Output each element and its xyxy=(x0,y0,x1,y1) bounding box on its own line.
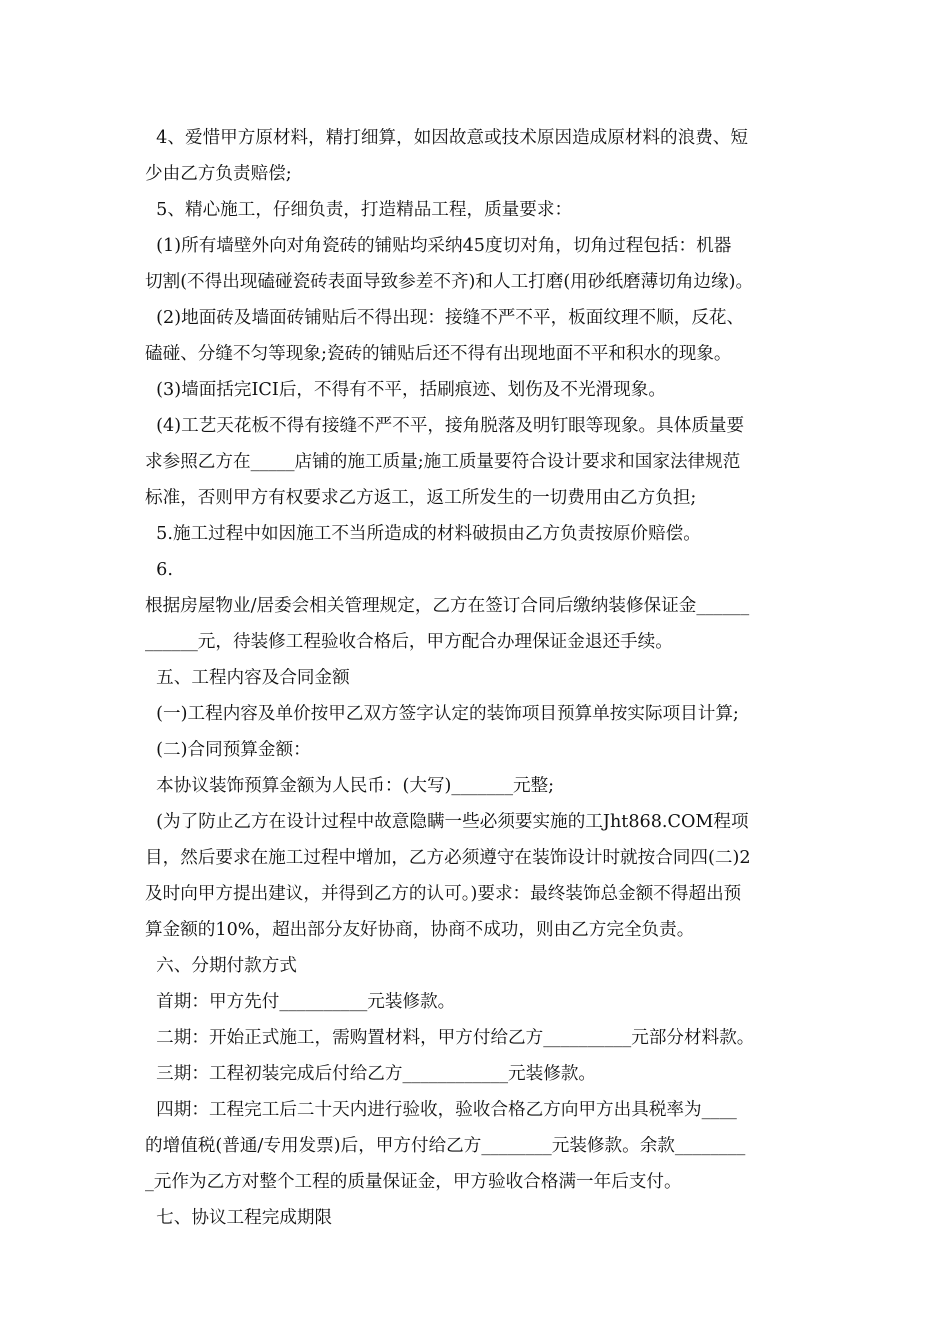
text-line: (一)工程内容及单价按甲乙双方签字认定的装饰项目预算单按实际项目计算; xyxy=(145,704,739,724)
text-line: 磕碰、分缝不匀等现象;瓷砖的铺贴后还不得有出现地面不平和积水的现象。 xyxy=(145,344,732,364)
text-line: 二期：开始正式施工，需购置材料，甲方付给乙方__________元部分材料款。 xyxy=(145,1028,755,1048)
text-line: 三期：工程初装完成后付给乙方____________元装修款。 xyxy=(145,1064,597,1084)
text-line: 的增值税(普通/专用发票)后，甲方付给乙方________元装修款。余款________ xyxy=(145,1136,746,1156)
text-line: 六、分期付款方式 xyxy=(145,956,297,976)
text-line: 本协议装饰预算金额为人民币：(大写)_______元整; xyxy=(145,776,555,796)
text-line: 切割(不得出现磕碰瓷砖表面导致参差不齐)和人工打磨(用砂纸磨薄切角边缘)。 xyxy=(145,272,754,292)
text-line: 四期：工程完工后二十天内进行验收，验收合格乙方向甲方出具税率为____ xyxy=(145,1100,737,1120)
text-line: 求参照乙方在_____店铺的施工质量;施工质量要符合设计要求和国家法律规范 xyxy=(145,452,741,472)
text-line: 七、协议工程完成期限 xyxy=(145,1208,333,1228)
text-line: (2)地面砖及墙面砖铺贴后不得出现：接缝不严不平，板面纹理不顺，反花、 xyxy=(145,308,745,328)
text-line: 根据房屋物业/居委会相关管理规定，乙方在签订合同后缴纳装修保证金______ xyxy=(145,596,750,616)
text-line: _元作为乙方对整个工程的质量保证金，甲方验收合格满一年后支付。 xyxy=(145,1172,682,1192)
text-line: (4)工艺天花板不得有接缝不严不平，接角脱落及明钉眼等现象。具体质量要 xyxy=(145,416,745,436)
text-line: 5.施工过程中如因施工不当所造成的材料破损由乙方负责按原价赔偿。 xyxy=(145,524,701,544)
text-line: (为了防止乙方在设计过程中故意隐瞒一些必须要实施的工Jht868.COM程项 xyxy=(145,812,749,832)
text-line: 6. xyxy=(145,560,173,580)
text-line: 首期：甲方先付__________元装修款。 xyxy=(145,992,456,1012)
text-line: 5、精心施工，仔细负责，打造精品工程，质量要求： xyxy=(145,200,573,220)
text-line: 五、工程内容及合同金额 xyxy=(145,668,350,688)
text-line: (1)所有墙壁外向对角瓷砖的铺贴均采纳45度切对角，切角过程包括：机器 xyxy=(145,236,732,256)
text-line: 及时向甲方提出建议，并得到乙方的认可。)要求：最终装饰总金额不得超出预 xyxy=(145,884,742,904)
text-line: 少由乙方负责赔偿; xyxy=(145,164,292,184)
text-line: (3)墙面括完ICI后，不得有不平，括刷痕迹、划伤及不光滑现象。 xyxy=(145,380,666,400)
text-line: (二)合同预算金额： xyxy=(145,740,311,760)
text-line: 目，然后要求在施工过程中增加，乙方必须遵守在装饰设计时就按合同四(二)2 xyxy=(145,848,751,868)
text-line: ______元，待装修工程验收合格后，甲方配合办理保证金退还手续。 xyxy=(145,632,673,652)
text-line: 4、爱惜甲方原材料，精打细算，如因故意或技术原因造成原材料的浪费、短 xyxy=(145,128,748,148)
text-line: 算金额的10%，超出部分友好协商，协商不成功，则由乙方完全负责。 xyxy=(145,920,695,940)
text-line: 标准，否则甲方有权要求乙方返工，返工所发生的一切费用由乙方负担; xyxy=(145,488,697,508)
